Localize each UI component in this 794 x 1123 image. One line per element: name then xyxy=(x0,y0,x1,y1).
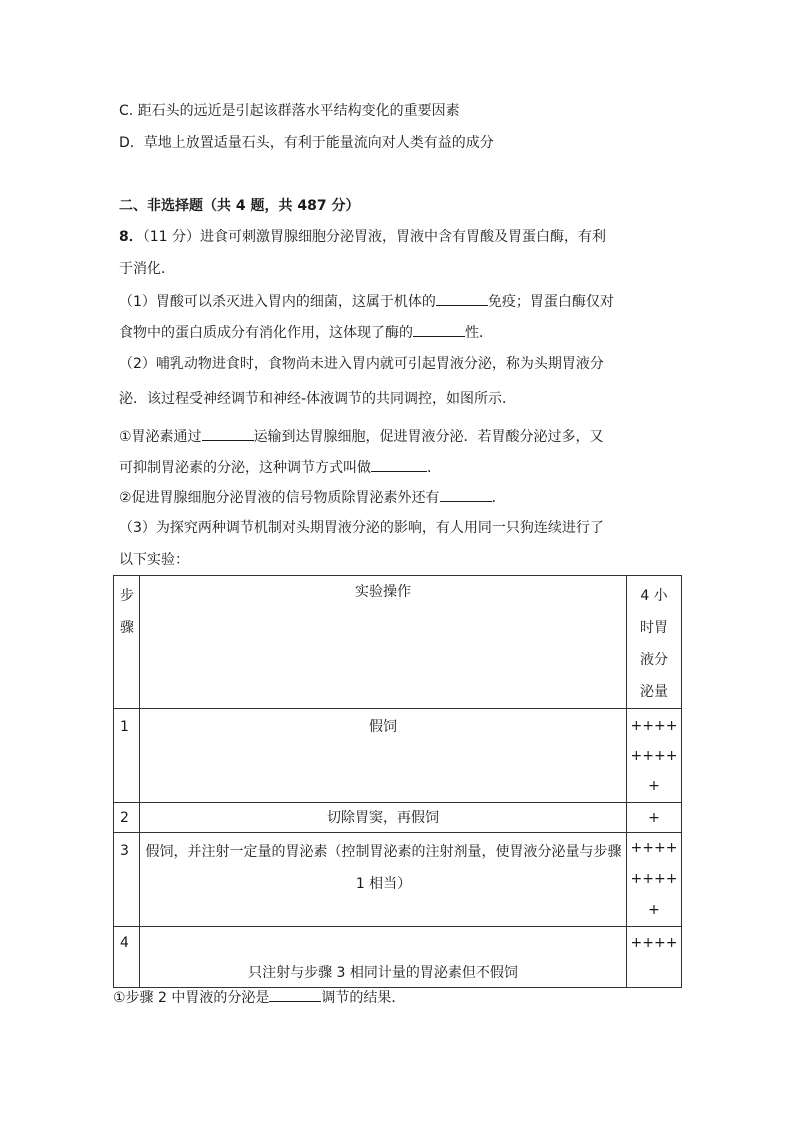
question-8-line1 xyxy=(119,227,606,247)
table-row xyxy=(114,709,682,803)
header-amount-line: 泌量 xyxy=(640,684,668,700)
part2-text-c2: 运输到达胃腺细胞，促进胃液分泌．若胃酸分泌过多，又 xyxy=(253,429,604,445)
table-row xyxy=(114,803,682,833)
part2-line4 xyxy=(119,457,441,478)
subquestion-line xyxy=(113,987,405,1008)
answer-blank-immunity[interactable] xyxy=(436,291,488,306)
table-header-row xyxy=(114,576,682,709)
experiment-table xyxy=(113,575,682,988)
answer-blank-feedback[interactable] xyxy=(371,457,427,472)
row-step: 1 xyxy=(114,709,140,803)
row-amount xyxy=(627,833,682,927)
row-step: 3 xyxy=(114,833,140,927)
question-number: 8． xyxy=(119,229,143,245)
part1-text-a: （1）胃酸可以杀灭进入胃内的细菌，这属于机体的 xyxy=(119,294,436,310)
row-amount-line: + xyxy=(648,902,660,918)
table-row xyxy=(114,833,682,927)
answer-blank-signal[interactable] xyxy=(440,487,492,502)
header-amount-line: 时胃 xyxy=(640,620,668,636)
option-d: D．草地上放置适量石头，有利于能量流向对人类有益的成分 xyxy=(119,135,494,151)
row-amount-line: ++++ xyxy=(630,748,678,764)
row-amount xyxy=(627,709,682,803)
question-intro: （11 分）进食可刺激胃腺细胞分泌胃液，胃液中含有胃酸及胃蛋白酶，有利 xyxy=(142,229,607,245)
part3-line1: （3）为探究两种调节机制对头期胃液分泌的影响，有人用同一只狗连续进行了 xyxy=(119,520,604,536)
part1-text-d: 性． xyxy=(465,325,493,341)
question-8-line2: 于消化． xyxy=(119,261,175,277)
row-amount-line: ++++ xyxy=(630,840,678,856)
part1-text-c: 食物中的蛋白质成分有消化作用，这体现了酶的 xyxy=(119,325,413,341)
part3-line2: 以下实验： xyxy=(119,552,189,568)
row-step: 4 xyxy=(114,927,140,988)
option-c: C. 距石头的远近是引起该群落水平结构变化的重要因素 xyxy=(119,103,460,119)
table-row xyxy=(114,927,682,988)
part2-text-d1: 可抑制胃泌素的分泌，这种调节方式叫做 xyxy=(119,460,371,476)
part2-line5 xyxy=(119,487,506,508)
row-amount-line: + xyxy=(648,778,660,794)
row-amount: + xyxy=(627,803,682,833)
row-operation: 假饲，并注射一定量的胃泌素（控制胃泌素的注射剂量，使胃液分泌量与步骤 1 相当） xyxy=(140,833,627,927)
row-amount: ++++ xyxy=(627,927,682,988)
part2-line3 xyxy=(119,426,604,447)
header-amount-line: 4 小 xyxy=(640,588,668,604)
header-amount-line: 液分 xyxy=(640,652,668,668)
row-step: 2 xyxy=(114,803,140,833)
part1-line1 xyxy=(119,291,614,312)
header-operation: 实验操作 xyxy=(140,576,627,709)
answer-blank-enzyme[interactable] xyxy=(413,322,465,337)
header-step-char2: 骤 xyxy=(120,620,134,636)
row-operation: 切除胃窦，再假饲 xyxy=(140,803,627,833)
subquestion-text-b: 调节的结果． xyxy=(321,990,406,1006)
row-operation: 只注射与步骤 3 相同计量的胃泌素但不假饲 xyxy=(140,927,627,988)
row-amount-line: ++++ xyxy=(630,718,678,734)
header-step-char1: 步 xyxy=(120,588,134,604)
part2-text-e2: ． xyxy=(491,490,506,506)
answer-blank-step2[interactable] xyxy=(269,987,321,1002)
header-step xyxy=(114,576,140,709)
part2-line2: 泌．该过程受神经调节和神经-体液调节的共同调控，如图所示． xyxy=(119,391,517,407)
header-amount xyxy=(627,576,682,709)
part2-text-c1: ①胃泌素通过 xyxy=(119,429,202,445)
part2-line1: （2）哺乳动物进食时，食物尚未进入胃内就可引起胃液分泌，称为头期胃液分 xyxy=(119,356,604,372)
section-title: 二、非选择题（共 4 题，共 487 分） xyxy=(119,198,360,214)
part1-text-b: 免疫；胃蛋白酶仅对 xyxy=(487,294,614,310)
answer-blank-transport[interactable] xyxy=(202,426,254,441)
row-operation: 假饲 xyxy=(140,709,627,803)
part1-line2 xyxy=(119,322,493,343)
part2-text-d2: ． xyxy=(427,460,441,476)
row-amount-line: ++++ xyxy=(630,871,678,887)
part2-text-e1: ②促进胃腺细胞分泌胃液的信号物质除胃泌素外还有 xyxy=(119,490,440,506)
subquestion-text-a: ①步骤 2 中胃液的分泌是 xyxy=(113,990,270,1006)
